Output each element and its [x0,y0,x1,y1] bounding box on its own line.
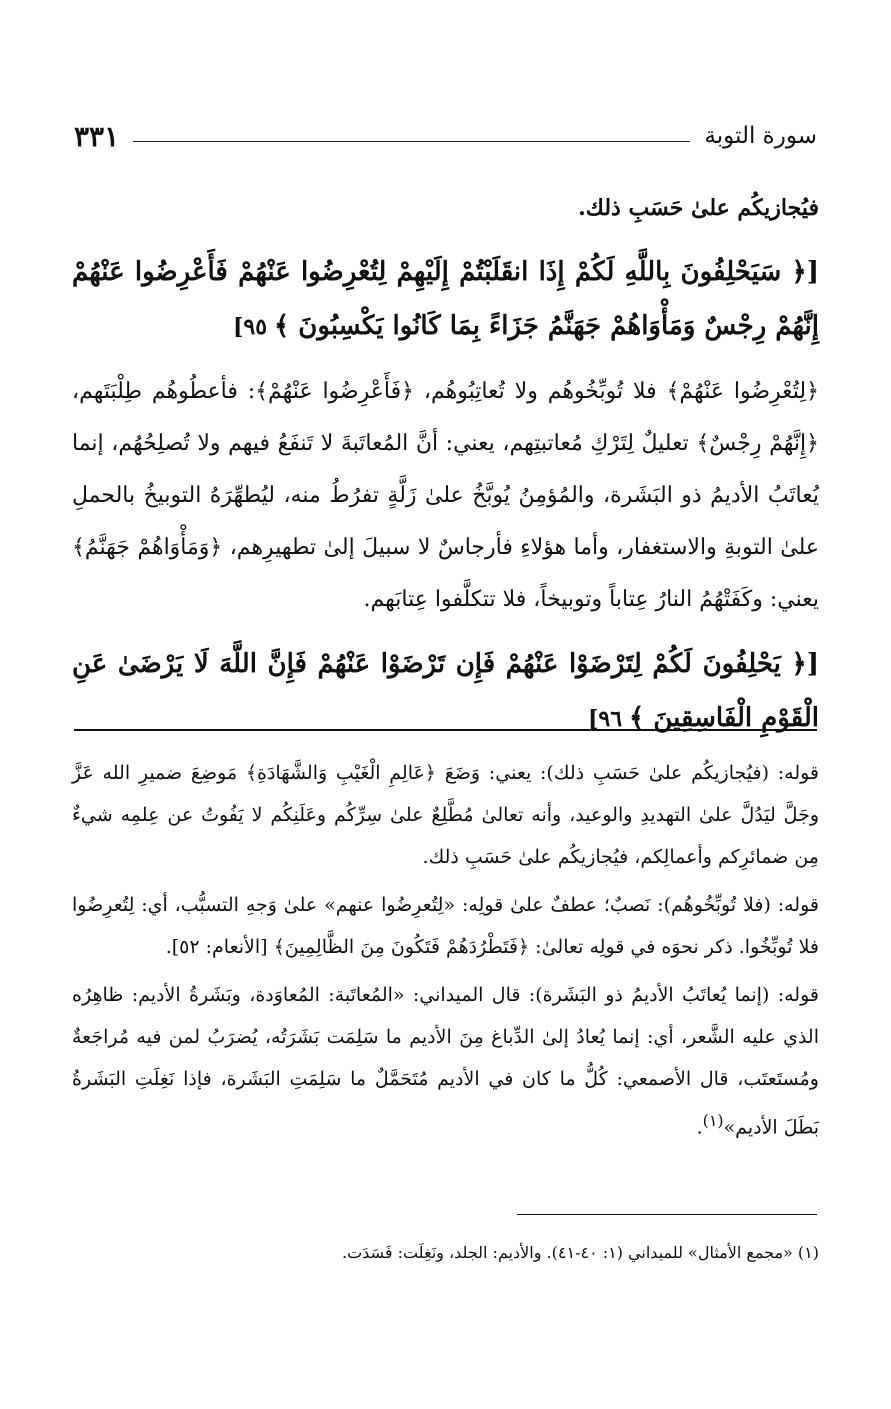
verse-95-number: ٩٥] [232,314,268,340]
footnote: (١) «مجمع الأمثال» للميداني (١: ٤٠-٤١). والأديم: الجلد، ونَغِلَت: فَسَدَت. [342,1243,819,1262]
page-header [74,116,817,156]
main-text [72,182,819,758]
verse-96-number: ٩٦] [587,706,623,732]
intro-line: فيُجازيكُم علىٰ حَسَبِ ذلك. [578,195,819,221]
commentary-paragraph-3-text: قوله: (إنما يُعاتَبُ الأديمُ ذو البَشَرة): قال الميداني: «المُعاتَبة: المُعاوَدة، وبَشَرةُ الأديم: ظاهِرُه الذي عليه الشَّعر، أي: إنما يُعادُ إلىٰ الدِّباغ مِنَ الأديم ما سَلِمَت بَشَرَتُه، يُضرَبُ لمن فيه مُراجَعةٌ ومُستَعتَب، قال الأصمعي: كُلُّ ما كان في الأديم مُتَحَمَّلٌ ما سَلِمَتِ البَشَرة، فإذا نَغِلَتِ البَشَرةُ بَطَلَ الأديم» [72,984,819,1139]
commentary-paragraph-2: قوله: (فلا تُوبِّخُوهُم): نَصبٌ؛ عطفٌ علىٰ قولِه: «لِتُعرِضُوا عنهم» علىٰ وَجهِ التسبُّب، أي: لِتُعرِضُوا فلا تُوبِّخُوا. ذكر نحوَه في قولِه تعالىٰ: ﴿فَتَطْرُدَهُمْ فَتَكُونَ مِنَ الظَّالِمِينَ﴾ [الأنعام: ٥٢]. [72,894,819,958]
section-divider [74,729,817,731]
footnote-rule [517,1214,817,1215]
commentary-section [72,752,819,1154]
header-rule [133,141,690,142]
verse-95-text: [﴿ سَيَحْلِفُونَ بِاللَّهِ لَكُمْ إِذَا انقَلَبْتُمْ إِلَيْهِمْ لِتُعْرِضُوا عَنْهُمْ فَأَعْرِضُوا عَنْهُمْ إِنَّهُمْ رِجْسٌ وَمَأْوَاهُمْ جَهَنَّمُ جَزَاءً بِمَا كَانُوا يَكْسِبُونَ ﴾ [72,257,819,341]
commentary-paragraph-1: قوله: (فيُجازيكُم علىٰ حَسَبِ ذلك): يعني: وَضَعَ ﴿عَالِمِ الْغَيْبِ وَالشَّهَادَةِ﴾ مَوضِعَ ضميرِ الله عَزَّ وجَلَّ ليَدُلَّ علىٰ التهديدِ والوعيد، وأنه تعالىٰ مُطَّلِعٌ علىٰ سِرِّكُم وعَلَنِكُم لا يَفُوتُ عن عِلمِه شيءٌ مِن ضمائرِكم وأعمالِكم، فيُجازيكُم علىٰ حَسَبِ ذلك. [72,762,819,868]
verse-96-text: [﴿ يَحْلِفُونَ لَكُمْ لِتَرْضَوْا عَنْهُمْ فَإِن تَرْضَوْا عَنْهُمْ فَإِنَّ اللَّهَ لَا يَرْضَىٰ عَنِ الْقَوْمِ الْفَاسِقِينَ ﴾ [72,649,819,733]
verse-95 [72,246,819,354]
tafsir-paragraph: ﴿لِتُعْرِضُوا عَنْهُمْ﴾ فلا تُوبِّخُوهُم ولا تُعاتِبُوهُم، ﴿فَأَعْرِضُوا عَنْهُمْ﴾: فأعطُوهُم طِلْبَتَهم، ﴿إِنَّهُمْ رِجْسٌ﴾ تعليلٌ لِتَرْكِ مُعاتبتِهم، يعني: أنَّ المُعاتَبةَ لا تَنفَعُ فيهم ولا تُصلِحُهُم، إنما يُعاتَبُ الأديمُ ذو البَشَرة، والمُؤمِنُ يُوبَّخُ علىٰ زَلَّةٍ تفرُطُ منه، ليُطهِّرَهُ التوبيخُ بالحملِ علىٰ التوبةِ والاستغفار، وأما هؤلاءِ فأرجاسٌ لا سبيلَ إلىٰ تطهيرِهم، ﴿وَمَأْوَاهُمْ جَهَنَّمُ﴾ يعني: وكَفَتْهُمُ النارُ عِتاباً وتوبيخاً، فلا تتكلَّفوا عِتابَهم. [72,379,820,612]
footnote-reference: (١) [702,1111,724,1130]
surah-title: سورة التوبة [704,123,817,149]
page-number: ٣٣١ [74,119,120,153]
commentary-paragraph-3: قوله: (إنما يُعاتَبُ الأديمُ ذو البَشَرة): قال الميداني: «المُعاتَبة: المُعاوَدة، وبَشَرةُ الأديم: ظاهِرُه الذي عليه الشَّعر، أي: إنما يُعادُ إلىٰ الدِّباغ مِنَ الأديم ما سَلِمَت بَشَرَتُه، يُضرَبُ لمن فيه مُراجَعةٌ ومُستَعتَب، قال الأصمعي: كُلُّ ما كان في الأديم مُتَحَمَّلٌ ما سَلِمَتِ البَشَرة، فإذا نَغِلَتِ البَشَرةُ بَطَلَ الأديم»$^{(١)}$. [72,984,819,1139]
